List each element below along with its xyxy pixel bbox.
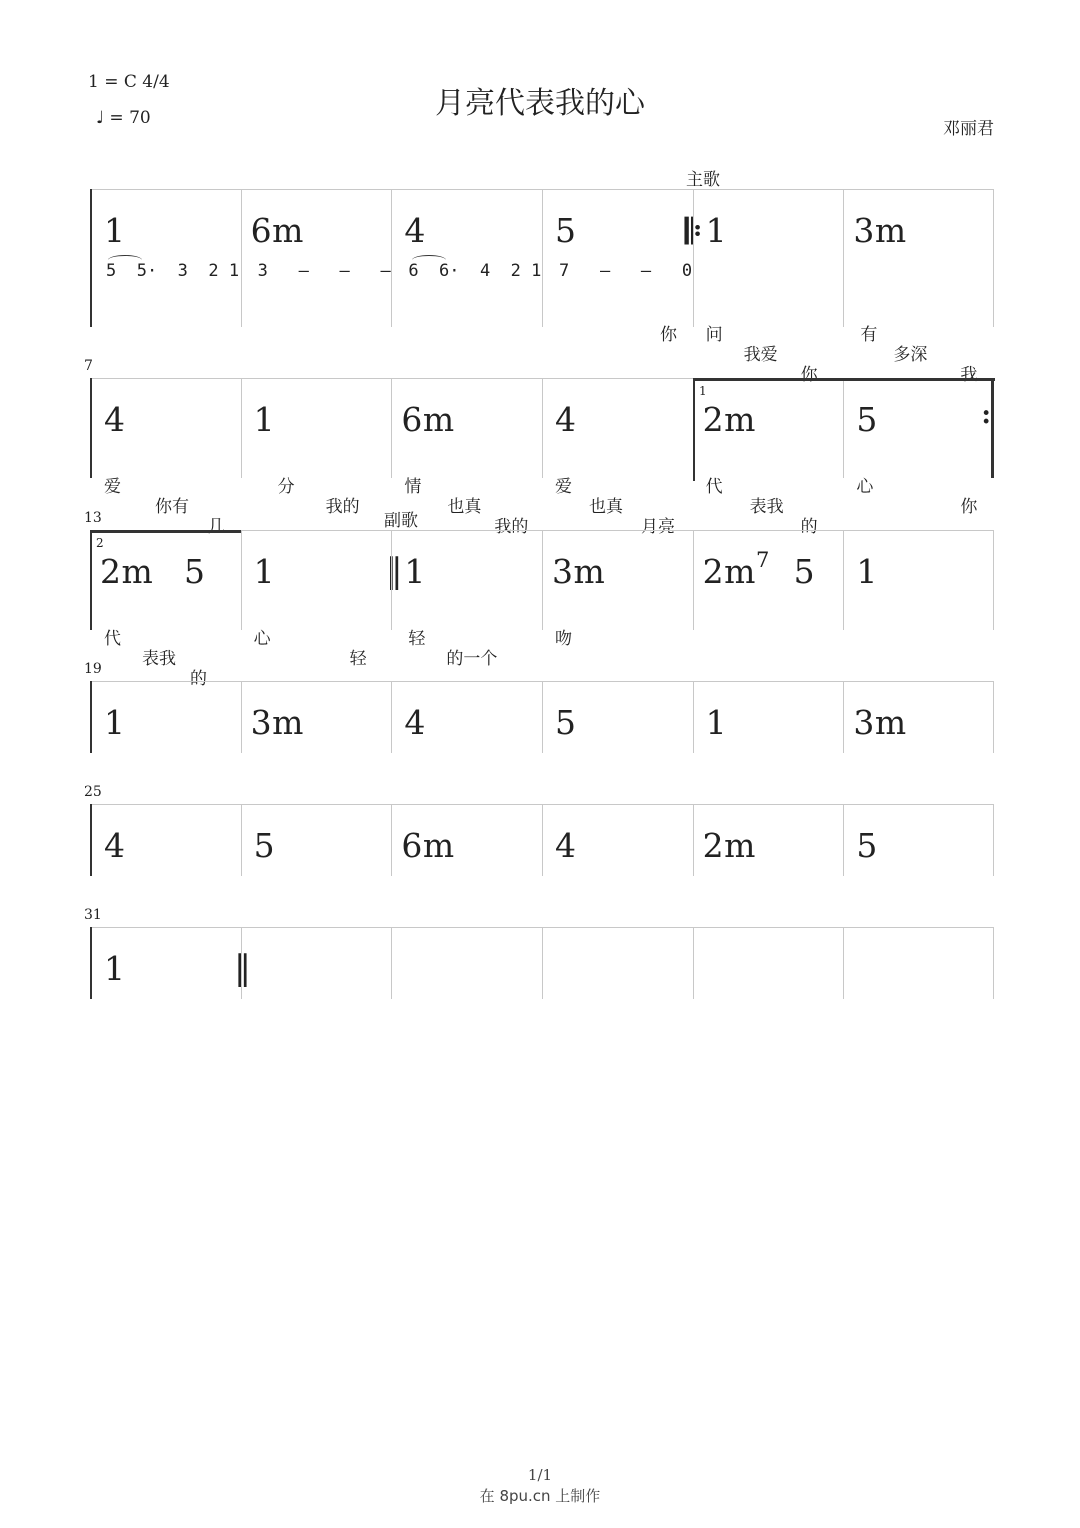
- lyric-syllable: 我: [960, 365, 978, 385]
- chord-symbol: 1: [104, 949, 126, 988]
- measure: [241, 530, 403, 669]
- lyric-syllable: 也真: [589, 497, 623, 517]
- measure: [693, 927, 844, 999]
- measure: [391, 927, 542, 999]
- chord-symbol: 1: [253, 552, 276, 591]
- chord-symbol: 2m: [100, 552, 154, 591]
- lyric-syllable: 的: [800, 517, 818, 537]
- measure: [542, 804, 693, 876]
- lyrics: [543, 604, 693, 664]
- lyric-syllable: 心: [856, 477, 874, 497]
- chord-symbol: 5: [253, 826, 276, 865]
- measure: [843, 530, 994, 630]
- key-signature: 1 = C 4/4: [88, 72, 170, 92]
- lyric-syllable: 我的: [325, 497, 360, 517]
- lyric-syllable: 问: [705, 325, 723, 345]
- measure-number: 19: [84, 661, 102, 677]
- score-system-4: [84, 661, 994, 753]
- composer: 邓丽君: [943, 119, 994, 139]
- measure: [391, 530, 542, 669]
- melody-notes: 5 5· 3 2 1: [106, 261, 240, 281]
- measure: [391, 681, 542, 753]
- lyric-syllable: 我的: [494, 517, 529, 537]
- lyric-syllable: 也真: [447, 497, 482, 517]
- measure: [241, 378, 392, 517]
- chord-symbol: 6m: [401, 400, 455, 439]
- chord-symbol: 2m: [702, 400, 756, 439]
- chord-symbol: 1: [253, 400, 276, 439]
- lyric-syllable: 代: [705, 477, 723, 497]
- chord-symbol: 5: [555, 211, 577, 250]
- lyrics: [392, 604, 542, 684]
- lyric-syllable: 代: [104, 629, 121, 649]
- lyrics: [543, 300, 693, 360]
- chord-symbol: 1: [404, 552, 426, 591]
- measure: [241, 189, 392, 327]
- measure: [542, 189, 702, 345]
- melody-notes: 7 – – 0: [559, 261, 693, 281]
- chord-symbol: 5: [555, 703, 577, 742]
- measure: [843, 927, 994, 999]
- section-label-chorus: 副歌: [384, 511, 418, 531]
- section-double-barline: ‖: [385, 551, 403, 591]
- melody-notes: 6 6· 4 2 1: [408, 261, 542, 281]
- measure: [241, 804, 392, 876]
- chord-symbol: 3m: [250, 703, 304, 742]
- chord-symbol: 1: [856, 552, 878, 591]
- chord-symbol: 1: [104, 211, 126, 250]
- lyric-syllable: 分: [277, 477, 295, 497]
- volta-number: 2: [96, 536, 104, 550]
- page-number: 1/1: [527, 1466, 553, 1484]
- chord-symbol: 5: [856, 400, 878, 439]
- lyric-syllable: 我爱: [743, 345, 778, 365]
- lyric-syllable: 表我: [142, 649, 176, 669]
- final-double-barline: ‖: [234, 948, 251, 988]
- measure: [90, 804, 241, 876]
- lyric-syllable: 你有: [155, 497, 189, 517]
- chord-symbol: 4: [404, 703, 426, 742]
- volta-number: 1: [699, 384, 707, 398]
- chord-symbol: 1: [104, 703, 126, 742]
- measure: [542, 530, 693, 649]
- measure: [693, 804, 844, 876]
- chord-symbol: 4: [555, 400, 577, 439]
- chord-symbol: 2m: [702, 826, 756, 865]
- chord-symbol: 6m: [401, 826, 455, 865]
- song-title: 月亮代表我的心: [435, 86, 645, 121]
- repeat-start-sign: 𝄆: [685, 212, 702, 252]
- measure: [693, 681, 844, 753]
- volta-bracket-first-ending: [693, 378, 995, 481]
- measure: [542, 681, 693, 753]
- lyric-syllable: 的一个: [446, 649, 498, 669]
- measure: [90, 189, 241, 327]
- lyric-syllable: 你: [800, 365, 818, 385]
- chord-symbol: 6m: [250, 211, 304, 250]
- measure: [391, 804, 542, 876]
- lyric-syllable: 轻: [349, 649, 367, 669]
- score-system-5: [84, 784, 994, 876]
- chord-root: 2m: [702, 552, 756, 591]
- section-label-verse: 主歌: [686, 170, 720, 190]
- chord-symbol: 3m: [853, 211, 907, 250]
- score-system-1: [90, 170, 994, 385]
- chord-symbol: 4: [104, 400, 126, 439]
- score-system-6: [84, 907, 994, 999]
- chord-symbol: 1: [705, 211, 728, 250]
- measure: [241, 927, 392, 999]
- lyric-syllable: 表我: [749, 497, 784, 517]
- lyric-syllable: 你: [960, 497, 978, 517]
- measure-number: 25: [84, 784, 102, 800]
- lyric-syllable: 轻: [408, 629, 426, 649]
- measure: [843, 189, 994, 385]
- chord-symbol: 5: [856, 826, 878, 865]
- lyric-syllable: 心: [253, 629, 271, 649]
- lyric-syllable: 爱: [104, 477, 121, 497]
- measure-number: 13: [84, 510, 102, 526]
- measure: [542, 378, 693, 537]
- lyric-syllable: 吻: [555, 629, 572, 649]
- repeat-end-sign: :: [981, 400, 991, 430]
- chord-symbol: 5: [184, 552, 205, 591]
- lyrics: [242, 452, 392, 532]
- lyric-syllable: 有: [860, 325, 878, 345]
- chord-symbol: 4: [404, 211, 426, 250]
- lyric-syllable: 情: [404, 477, 422, 497]
- chord-symbol: [702, 548, 770, 591]
- measure: [90, 681, 241, 753]
- measure: [391, 189, 542, 327]
- chord-symbol: 4: [555, 826, 577, 865]
- measure: [542, 927, 693, 999]
- lyric-syllable: 月亮: [641, 517, 675, 537]
- measure: [241, 681, 392, 753]
- lyric-syllable: 几: [208, 517, 225, 537]
- tempo-marking: ♩ = 70: [96, 108, 151, 128]
- measure: [843, 681, 994, 753]
- lyric-syllable: 多深: [893, 345, 928, 365]
- measure: [693, 530, 844, 630]
- chord-symbol: 3m: [552, 552, 606, 591]
- lyric-syllable: 爱: [555, 477, 572, 497]
- chord-symbol: 3m: [853, 703, 907, 742]
- melody-notes: 3 – – –: [257, 261, 391, 281]
- measure-number: 31: [84, 907, 102, 923]
- volta-bracket-second-ending: [90, 530, 241, 583]
- footer-credit: 在 8pu.cn 上制作: [479, 1487, 601, 1505]
- measure-number: 7: [84, 358, 93, 374]
- measure: [843, 804, 994, 876]
- lyric-syllable: 的: [190, 669, 207, 689]
- measure: [693, 189, 844, 385]
- lyric-syllable: 你: [660, 325, 677, 345]
- chord-symbol: 4: [104, 826, 126, 865]
- chord-symbol: 5: [793, 552, 815, 591]
- measure: [90, 927, 251, 999]
- chord-extension: 7: [755, 548, 770, 572]
- lyrics: [242, 604, 392, 684]
- chord-symbol: 1: [705, 703, 728, 742]
